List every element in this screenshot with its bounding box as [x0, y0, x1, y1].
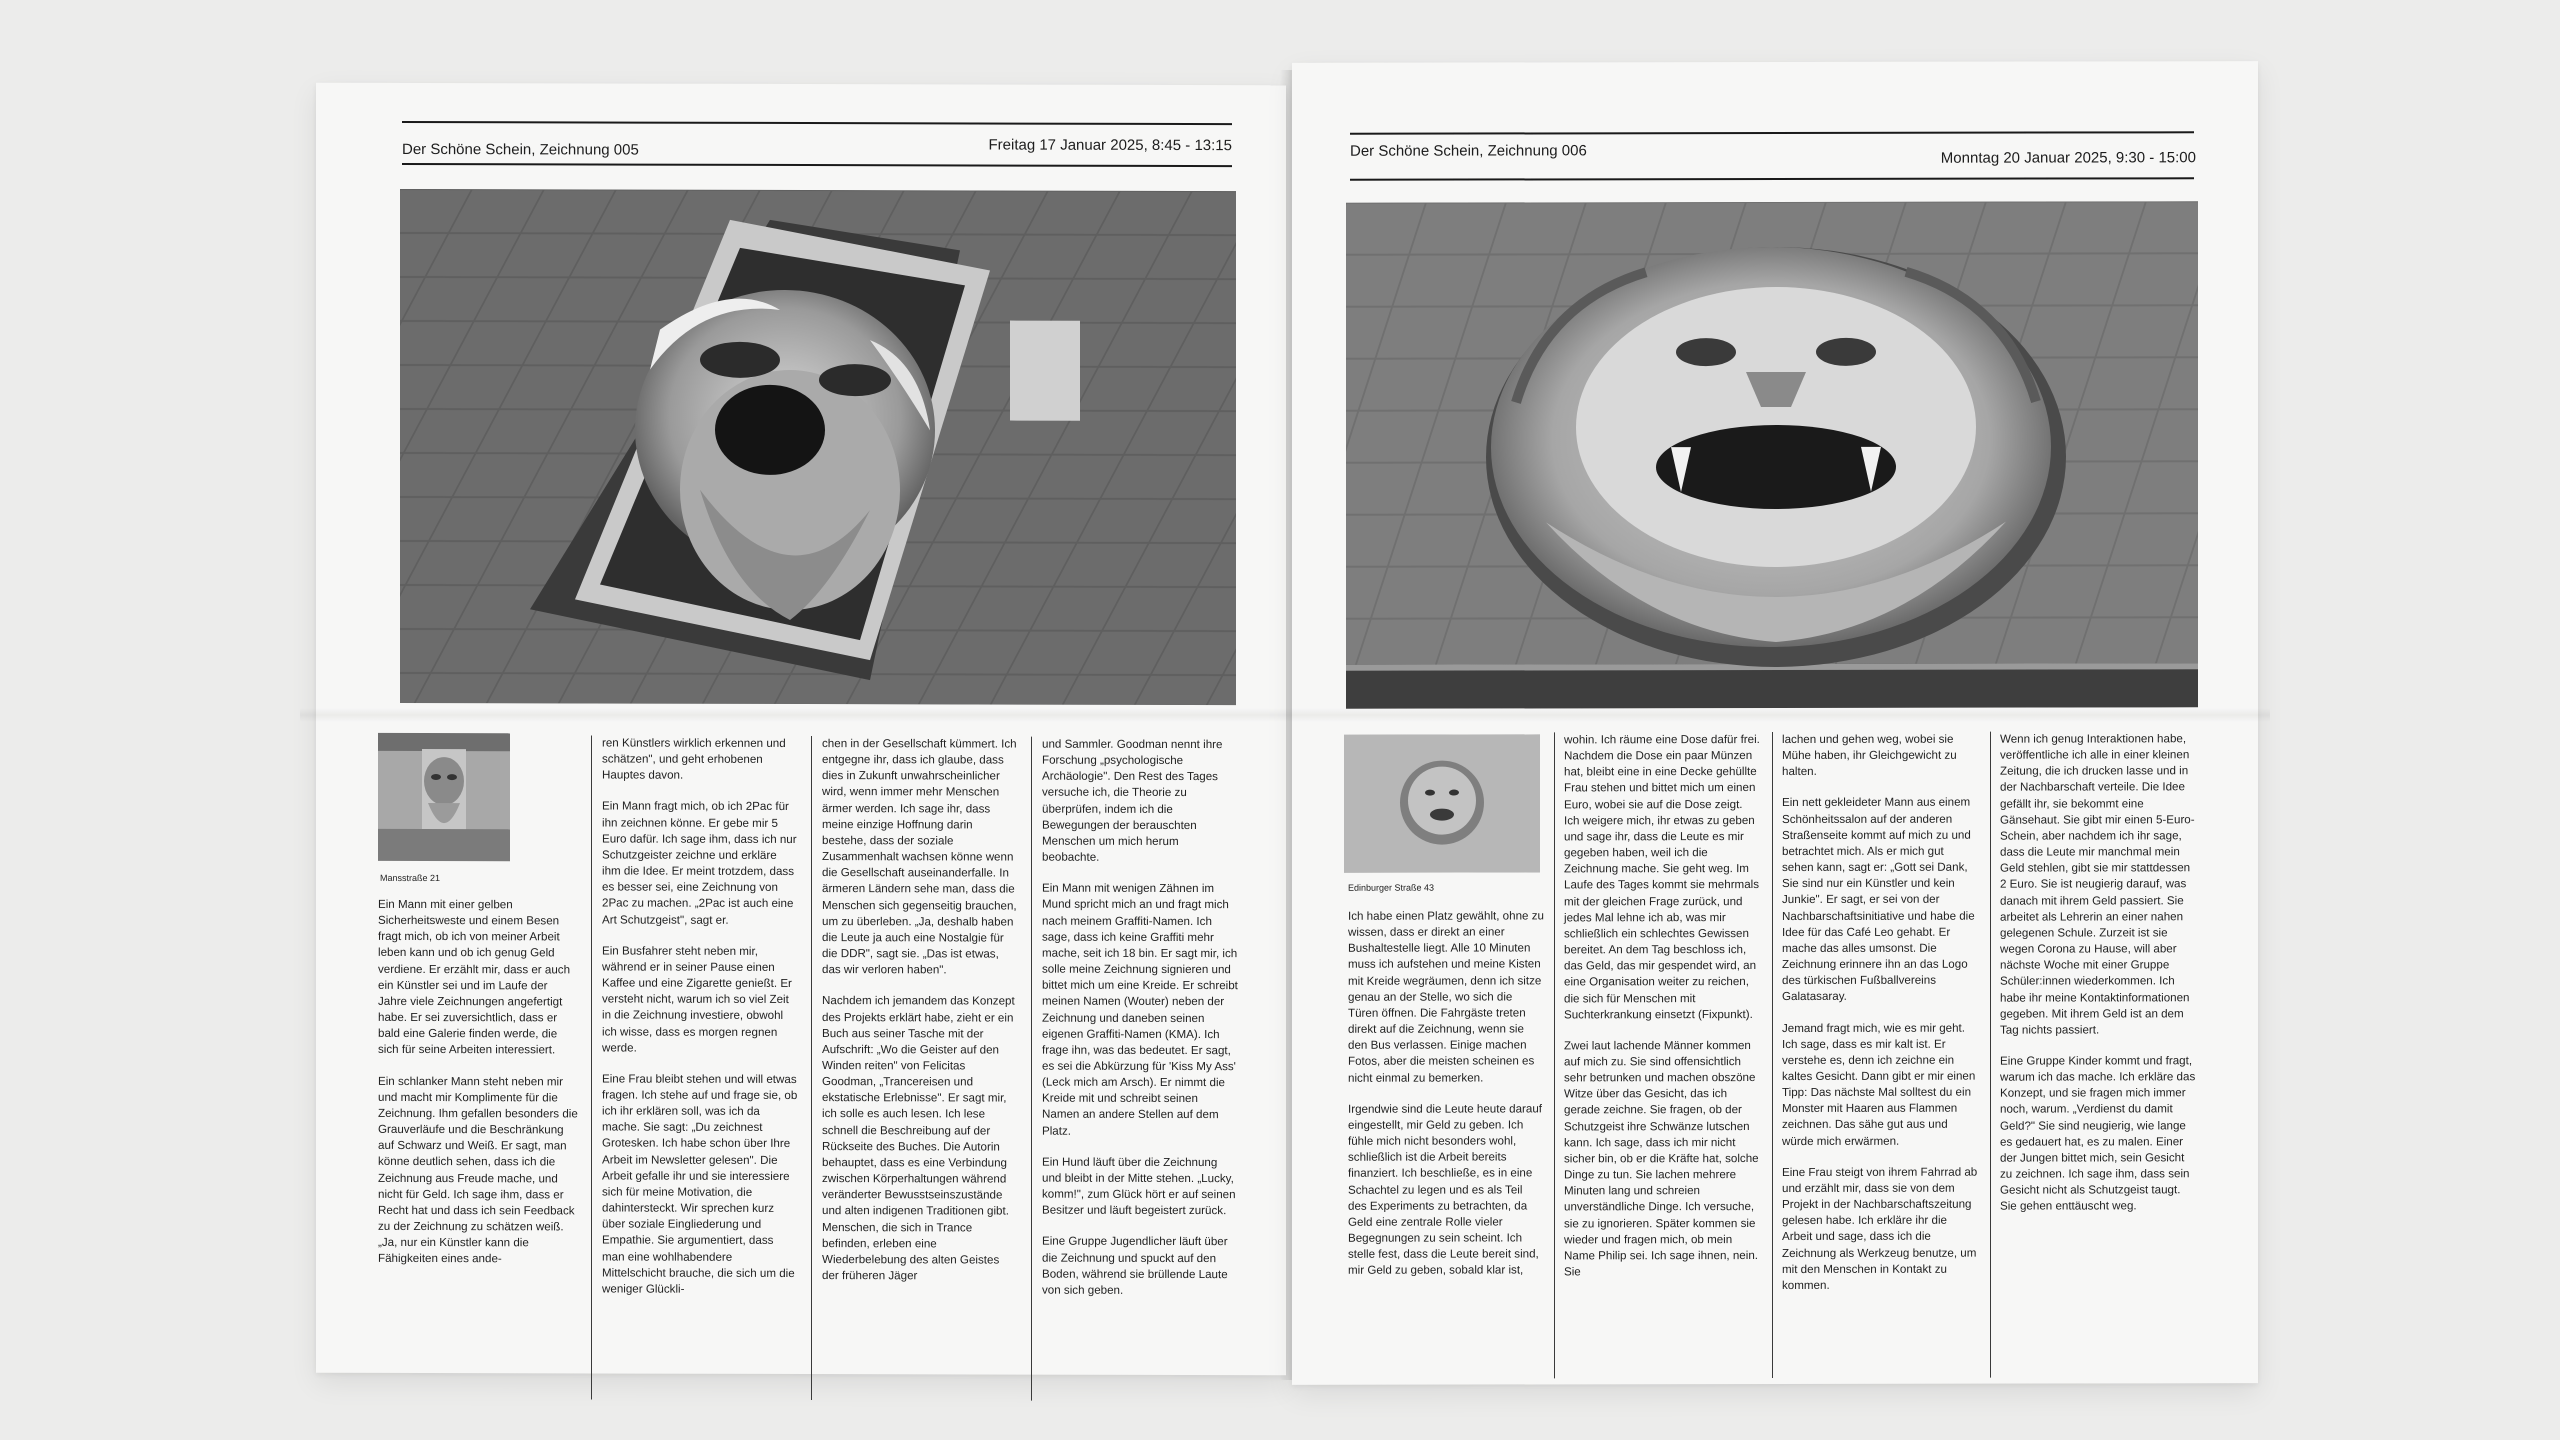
text-column-3: [822, 736, 1018, 1300]
paragraph: Ich habe einen Platz gewählt, ohne zu wissen, dass er direkt an einer Bushaltestelle liegt. Alle 10 Minuten muss ich aufstehen und meine Kisten mit Kreide wegräumen, denn ich sitze genau an der Stelle, wo sich die Türen öffnen. Die Fahrgäste treten direkt auf die Zeichnung, wenn sie den Bus verlassen. Einige machen Fotos, aber die meisten scheinen es nicht einmal zu bemerken.: [1348, 909, 1544, 1085]
paragraph: Eine Frau steigt von ihrem Fahrrad ab und erzählt mir, dass sie von dem Projekt in der Nachbarschaftszeitung gelesen habe. Ich erkläre ihr die Arbeit und sage, dass ich die Zeichnung als Werkzeug benutze, um mit den Menschen in Kontakt zu kommen.: [1782, 1165, 1978, 1292]
paragraph: Jemand fragt mich, wie es mir geht. Ich sage, dass es mir kalt ist. Er verstehe es, denn ich zeichne ein kaltes Gesicht. Dann gibt er mir einen Tipp: Das nächste Mal solltest du ein Monster mit Haaren aus Flammen zeichnen. Das sähe gut aus und würde mich erwärmen.: [1782, 1021, 1976, 1148]
text-column-2: [602, 735, 798, 1313]
paragraph: Eine Gruppe Jugendlicher läuft über die Zeichnung und spuckt auf den Boden, während sie brüllende Laute von sich geben.: [1042, 1235, 1228, 1297]
header-top-rule: [1350, 131, 2194, 134]
header-bottom-rule: [402, 163, 1232, 167]
right-page: [1292, 61, 2258, 1385]
horizontal-fold-line: [300, 708, 2270, 722]
paragraph: Ein Busfahrer steht neben mir, während er in seiner Pause einen Kaffee und eine Zigarette genießt. Er versteht nicht, warum ich so viel Zeit in die Zeichnung investiere, obwohl ich wisse, dass es morgen regnen werde.: [602, 944, 792, 1055]
paragraph: und Sammler. Goodman nennt ihre Forschung „psychologische Archäologie". Den Rest des Tages versuche ich, die Theorie zu überprüfen, indem ich die Bewegungen der berauschten Menschen um mich herum beobachte.: [1042, 737, 1223, 864]
text-column-2: [1564, 732, 1760, 1295]
column-divider: [1990, 732, 1991, 1378]
page-header-title: Der Schöne Schein, Zeichnung 006: [1350, 142, 1587, 160]
paragraph: Wenn ich genug Interaktionen habe, veröffentliche ich alle in einer kleinen Zeitung, die ich drucken lasse und in der Nachbarschaft verteile. Die Idee gefällt ihr, sie bekommt eine Gänsehaut. Sie gibt mir einen 5-Euro-Schein, aber nachdem ich ihr sage, dass die Leute mir manchmal mein Geld stehlen, gibt sie mir stattdessen 2 Euro. Sie ist neugierig darauf, was danach mit ihrem Geld passiert. Sie arbeitet als Lehrerin an einer nahen gelegenen Schule. Zurzeit ist sie wegen Corona zu Hause, will aber nächste Woche mit einer Gruppe Schüler:innen wiederkommen. Ich habe ihr meine Kontaktinformationen gegeben. Mit ihrem Geld ist an dem Tag nichts passiert.: [2000, 732, 2195, 1037]
paragraph: lachen und gehen weg, wobei sie Mühe haben, ihr Gleichgewicht zu halten.: [1782, 732, 1957, 779]
paragraph: Ein nett gekleideter Mann aus einem Schönheitssalon auf der anderen Straßenseite kommt auf mich zu und betrachtet mich. Als er mich gut sehen kann, sagt er: „Gott sei Dank, Sie sind nur ein Künstler und kein Junkie". Er sagt, er sei von der Nachbarschaftsinitiative und habe die Idee für das Café Leo gehabt. Er mache das alles umsonst. Die Zeichnung erinnere ihn an das Logo des türkischen Fußballvereins Galatasaray.: [1782, 796, 1975, 1004]
column-divider: [1031, 737, 1032, 1401]
text-column-4: [1042, 737, 1238, 1315]
paragraph: Ein Mann mit einer gelben Sicherheitsweste und einem Besen fragt mich, ob ich von meiner Arbeit leben kann und ob ich genug Geld verdiene. Er erzählt mir, dass er auch ein Künstler sei und im Laufe der Jahre viele Zeichnungen angefertigt habe. Er sei zuversichtlich, dass er bald eine Galerie finden werde, die sich für seine Arbeiten interessiert.: [378, 897, 571, 1057]
left-page: [316, 83, 1286, 1376]
text-column-1: [1348, 908, 1544, 1294]
column-divider: [1554, 732, 1555, 1378]
chalk-drawing-photo: [1346, 201, 2198, 708]
paragraph: Irgendwie sind die Leute heute darauf eingestellt, mir Geld zu geben. Ich fühle mich nicht besonders wohl, schließlich ist die Arbeit bereits finanziert. Ich beschließe, es in eine Schachtel zu legen und es als Teil des Experiments zu betrachten, da Geld eine zentrale Rolle vieler Begegnungen zu sein scheint. Ich stelle fest, dass die Leute bereit sind, mir Geld zu geben, sobald klar ist,: [1348, 1102, 1543, 1278]
paragraph: Eine Frau bleibt stehen und will etwas fragen. Ich stehe auf und frage sie, ob ich ihr erklären soll, was ich da mache. Sie sagt: „Du zeichnest Grotesken. Ich habe schon über Ihre Arbeit im Newsletter gelesen". Die Arbeit gefalle ihr und sie interessiere sich für meine Motivation, die dahintersteckt. Wir sprechen kurz über soziale Eingliederung und Empathie. Sie argumentiert, dass man eine wohlhabendere Mittelschicht brauche, die sich um die weniger Glückli-: [602, 1072, 798, 1296]
lion-head-relief-icon: [1344, 734, 1540, 872]
facade-thumbnail: [378, 733, 510, 861]
paragraph: Eine Gruppe Kinder kommt und fragt, warum ich das mache. Ich erkläre das Konzept, und sie fragen mich immer noch, warum. „Verdienst du damit Geld?" Sie sind neugierig, wie lange es gedauert hat, es zu malen. Einer der Jungen bittet mich, sein Gesicht zu zeichnen. Ich sage ihm, dass sein Gesicht nicht als Schutzgeist taugt. Sie gehen enttäuscht weg.: [2000, 1054, 2196, 1213]
paragraph: ren Künstlers wirklich erkennen und schätzen", und geht erhobenen Hauptes davon.: [602, 736, 786, 783]
paragraph: wohin. Ich räume eine Dose dafür frei. Nachdem die Dose ein paar Münzen hat, bleibt eine in eine Decke gehüllte Frau stehen und bittet mich um einen Euro, wobei sie auf die Dose zeigt. Ich weigere mich, ihr etwas zu geben und sage ihr, dass die Leute es mir gegeben haben, weil ich die Zeichnung mache. Sie geht weg. Im Laufe des Tages kommt sie mehrmals mit der gleichen Frage zurück, und jedes Mal lehne ich ab, was mir schließlich ein schlechtes Gewissen bereitet. An dem Tag beschloss ich, das Geld, das mir gespendet wird, an eine Organisation weiter zu reichen, die sich für Menschen mit Suchterkrankung einsetzt (Fixpunkt).: [1564, 733, 1760, 1022]
thumbnail-caption: Edinburger Straße 43: [1348, 882, 1435, 893]
chalk-drawing-photo: [400, 189, 1236, 705]
header-top-rule: [402, 121, 1232, 125]
column-divider: [591, 735, 592, 1399]
facade-mask-relief-icon: [378, 733, 510, 861]
page-header-date: Freitag 17 Januar 2025, 8:45 - 13:15: [988, 136, 1232, 155]
page-header-date: Monntag 20 Januar 2025, 9:30 - 15:00: [1940, 149, 2196, 167]
text-column-1: [378, 897, 578, 1283]
facade-thumbnail: [1344, 734, 1540, 872]
chalk-drawing-mask-face-icon: [400, 189, 1236, 705]
paragraph: Ein Mann mit wenigen Zähnen im Mund spricht mich an und fragt mich nach meinem Graffiti-Namen. Ich sage, dass ich keine Graffiti mehr mache, seit ich 18 bin. Er sagt mir, ich solle meine Zeichnung signieren und bittet mich um eine Kreide. Er schreibt meinen Namen (Wouter) neben der Zeichnung und daneben seinen eigenen Graffiti-Namen (KMA). Ich frage ihn, was das bedeutet. Er sagt, es sei die Abkürzung für 'Kiss My Ass' (Leck mich am Arsch). Er nimmt die Kreide mit und schreibt seinen Namen an andere Stellen auf dem Platz.: [1042, 881, 1238, 1138]
page-header-title: Der Schöne Schein, Zeichnung 005: [402, 140, 639, 159]
paragraph: Zwei laut lachende Männer kommen auf mich zu. Sie sind offensichtlich sehr betrunken und machen obszöne Witze über das Gesicht, das ich gerade zeichne. Sie fragen, ob der Schutzgeist ihre Schwänze lutschen kann. Ich sage, dass ich mir nicht sicher bin, ob er die Kräfte hat, solche Dinge zu tun. Sie lachen mehrere Minuten lang und schreien unverständliche Dinge. Ich versuche, sie zu ignorieren. Später kommen sie wieder und fragen mich, ob mein Name Philip sei. Ich sage ihnen, nein. Sie: [1564, 1038, 1759, 1279]
column-divider: [1772, 732, 1773, 1378]
paragraph: Ein Mann fragt mich, ob ich 2Pac für ihn zeichnen könne. Er gebe mir 5 Euro dafür. Ich sage ihm, dass ich nur Schutzgeister zeichne und erkläre ihm die Idee. Er meint trotzdem, dass es besser sei, eine Zeichnung von 2Pac zu machen. „2Pac ist auch eine Art Schutzgeist", sagt er.: [602, 799, 797, 927]
paragraph: Ein Hund läuft über die Zeichnung und bleibt in der Mitte stehen. „Lucky, komm!", zum Glück hört er auf seinen Besitzer und läuft begeistert zurück.: [1042, 1155, 1236, 1218]
paragraph: chen in der Gesellschaft kümmert. Ich entgegne ihr, dass ich glaube, dass dies in Zukunft unwahrscheinlicher wird, wenn immer mehr Menschen ärmer werden. Ich sage ihr, dass meine einzige Hoffnung darin bestehe, dass der soziale Zusammenhalt wachsen könne wenn die Gesellschaft auseinanderfalle. In ärmeren Ländern sehe man, dass die Menschen sich gegenseitig brauchen, um zu überleben. „Ja, deshalb haben die Leute ja auch eine Nostalgie für die DDR", sagt sie. „Das ist etwas, das wir verloren haben".: [822, 737, 1017, 977]
header-bottom-rule: [1350, 177, 2194, 180]
thumbnail-caption: Mansstraße 21: [380, 872, 441, 884]
text-column-3: [1782, 732, 1978, 1309]
paragraph: Ein schlanker Mann steht neben mir und macht mir Komplimente für die Zeichnung. Ihm gefallen besonders die Grauverläufe und die Beschränkung auf Schwarz und Weiß. Er sagt, man könne deutlich sehen, dass ich die Zeichnung aus Freude mache, und nicht für Geld. Ich sage ihm, dass er Recht hat und dass ich sein Feedback zu der Zeichnung zu schätzen weiß. „Ja, nur ein Künstler kann die Fähigkeiten eines ande-: [378, 1074, 578, 1266]
column-divider: [811, 736, 812, 1400]
paragraph: Nachdem ich jemandem das Konzept des Projekts erklärt habe, zieht er ein Buch aus seiner Tasche mit der Aufschrift: „Wo die Geister auf den Winden reiten" von Felicitas Goodman, „Trancereisen und ekstatische Erlebnisse". Er sagt mir, ich solle es auch lesen. Ich lese schnell die Beschreibung auf der Rückseite des Buches. Die Autorin behauptet, dass es eine Verbindung zwischen Körperhaltungen während veränderter Bewusstseinszustände und alten indigenen Traditionen gibt. Menschen, die sich in Trance befinden, erleben eine Wiederbelebung des alten Geistes der früheren Jäger: [822, 994, 1015, 1283]
text-column-4: [2000, 731, 2196, 1230]
chalk-drawing-lion-head-icon: [1346, 201, 2198, 708]
